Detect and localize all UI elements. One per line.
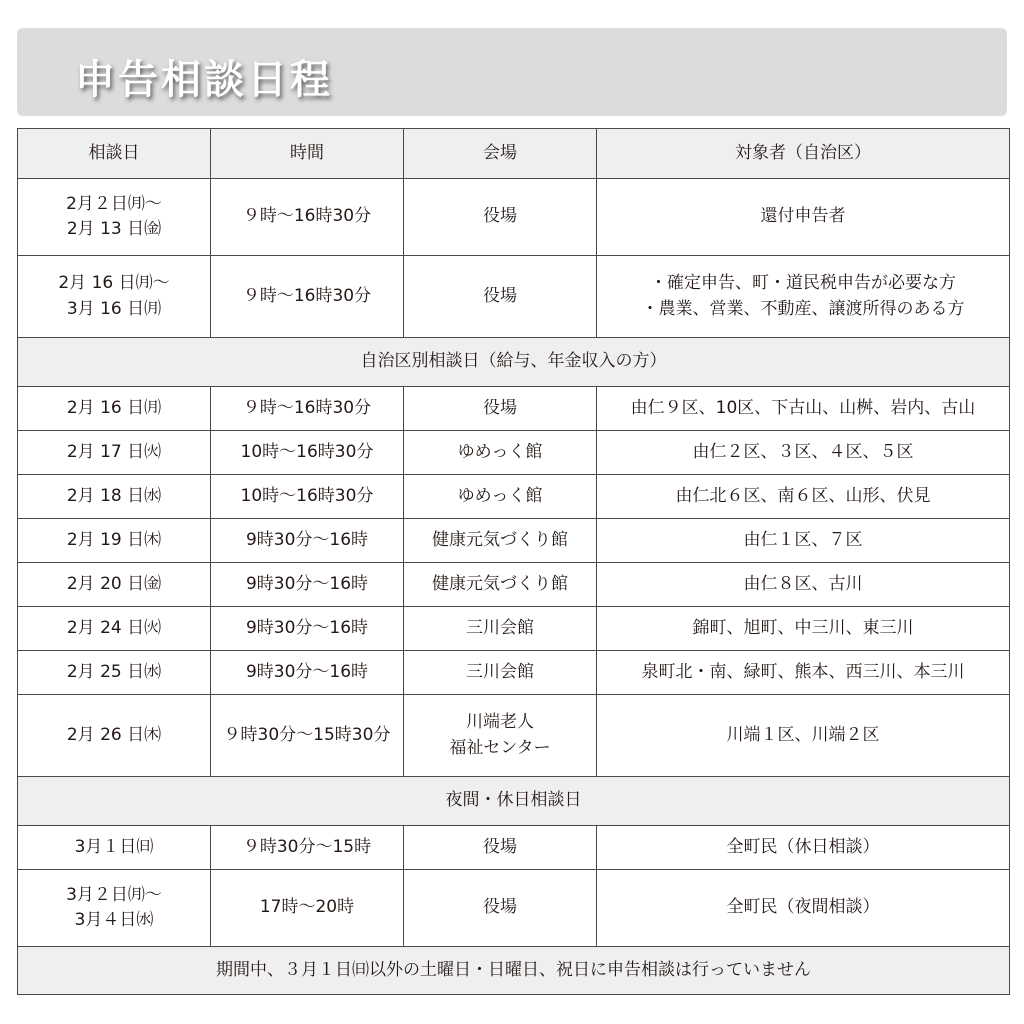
table-row (18, 695, 1010, 777)
date-cell: 2月 16 日㈪ (18, 387, 211, 431)
header-time: 時間 (211, 129, 404, 179)
footer-row (18, 947, 1010, 995)
target-cell: 全町民（休日相談） (597, 826, 1010, 870)
venue-cell (404, 695, 597, 777)
time-cell: 17時～20時 (211, 870, 404, 947)
time-cell: ９時～16時30分 (211, 387, 404, 431)
target-cell: 由仁２区、３区、４区、５区 (597, 431, 1010, 475)
venue-line: 福祉センター (449, 737, 551, 758)
footer-note: 期間中、３月１日㈰以外の土曜日・日曜日、祝日に申告相談は行っていません (18, 947, 1010, 995)
section-heading: 夜間・休日相談日 (18, 777, 1010, 826)
date-cell (18, 256, 211, 338)
target-bullet: ・ 農業、営業、不動産、譲渡所得のある方 (597, 297, 1009, 323)
venue-cell: 役場 (404, 179, 597, 256)
date-cell: 2月 19 日㈭ (18, 519, 211, 563)
target-cell: 還付申告者 (597, 179, 1010, 256)
venue-cell: 健康元気づくり館 (404, 519, 597, 563)
date-cell: 2月 17 日㈫ (18, 431, 211, 475)
section-row-night (18, 777, 1010, 826)
header-venue: 会場 (404, 129, 597, 179)
time-cell: 9時30分～16時 (211, 607, 404, 651)
target-cell: 泉町北・南、緑町、熊本、西三川、本三川 (597, 651, 1010, 695)
date-cell: 2月 24 日㈫ (18, 607, 211, 651)
page-title: 申告相談日程 (75, 57, 333, 103)
venue-cell: ゆめっく館 (404, 475, 597, 519)
title-banner (17, 28, 1007, 116)
time-cell: 9時30分～16時 (211, 519, 404, 563)
date-line: 3月２日㈪～ (66, 884, 162, 905)
table-row (18, 179, 1010, 256)
table-row (18, 651, 1010, 695)
table-row (18, 870, 1010, 947)
time-cell: 9時30分～16時 (211, 563, 404, 607)
time-cell: 9時30分～16時 (211, 651, 404, 695)
section-row-district (18, 338, 1010, 387)
date-cell (18, 870, 211, 947)
table-row (18, 826, 1010, 870)
target-cell: 由仁８区、古川 (597, 563, 1010, 607)
time-cell: ９時30分～15時30分 (211, 695, 404, 777)
date-line: 3月４日㈬ (74, 910, 154, 930)
venue-cell: 役場 (404, 256, 597, 338)
date-cell: 3月１日㈰ (18, 826, 211, 870)
target-cell: 由仁１区、７区 (597, 519, 1010, 563)
target-cell: 全町民（夜間相談） (597, 870, 1010, 947)
target-cell: 由仁９区、10区、下古山、山桝、岩内、古山 (597, 387, 1010, 431)
table-row (18, 475, 1010, 519)
header-target: 対象者（自治区） (597, 129, 1010, 179)
target-bullet: ・ 確定申告、町・道民税申告が必要な方 (597, 271, 1009, 297)
venue-cell: 三川会館 (404, 651, 597, 695)
time-cell: ９時～16時30分 (211, 256, 404, 338)
venue-cell: 三川会館 (404, 607, 597, 651)
header-date: 相談日 (18, 129, 211, 179)
header-row (18, 129, 1010, 179)
date-cell: 2月 20 日㈮ (18, 563, 211, 607)
table-row (18, 607, 1010, 651)
date-line: 3月 16 日㈪ (66, 298, 162, 319)
time-cell: ９時30分～15時 (211, 826, 404, 870)
target-cell: 川端１区、川端２区 (597, 695, 1010, 777)
time-cell: 10時～16時30分 (211, 431, 404, 475)
venue-cell: 役場 (404, 870, 597, 947)
table-row (18, 256, 1010, 338)
table-row (18, 563, 1010, 607)
venue-line: 川端老人 (466, 712, 534, 732)
section-heading: 自治区別相談日（給与、年金収入の方） (18, 338, 1010, 387)
target-cell: 錦町、旭町、中三川、東三川 (597, 607, 1010, 651)
venue-cell: ゆめっく館 (404, 431, 597, 475)
venue-cell: 役場 (404, 387, 597, 431)
date-cell: 2月 26 日㈭ (18, 695, 211, 777)
date-line: 2月 13 日㈮ (66, 219, 162, 239)
table-row (18, 431, 1010, 475)
target-cell (597, 256, 1010, 338)
target-cell: 由仁北６区、南６区、山形、伏見 (597, 475, 1010, 519)
time-cell: 10時～16時30分 (211, 475, 404, 519)
date-line: 2月２日㈪～ (66, 193, 162, 214)
venue-cell: 役場 (404, 826, 597, 870)
venue-cell: 健康元気づくり館 (404, 563, 597, 607)
date-cell: 2月 18 日㈬ (18, 475, 211, 519)
schedule-table (17, 128, 1010, 995)
table-row (18, 519, 1010, 563)
date-cell: 2月 25 日㈬ (18, 651, 211, 695)
table-row (18, 387, 1010, 431)
date-line: 2月 16 日㈪～ (58, 273, 170, 293)
time-cell: ９時～16時30分 (211, 179, 404, 256)
date-cell (18, 179, 211, 256)
